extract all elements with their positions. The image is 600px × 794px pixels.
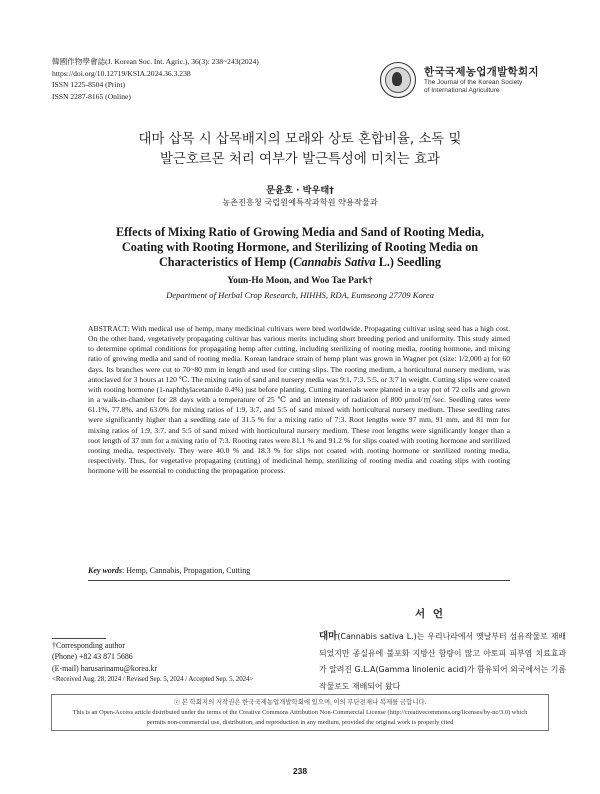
corresponding-author-footnote	[52, 640, 302, 686]
copyright-notice: ⓒ 본 학회지의 저작권은 한국국제농업개발학회에 있으며, 이의 무단전재나 복제를 금합니다.	[173, 699, 427, 706]
issn-online: ISSN 2287-8165 (Online)	[52, 91, 131, 101]
affiliation-korean: 농촌진흥청 국립원예특작과학원 약용작물과	[222, 197, 378, 207]
corresponding-label: †Corresponding author	[52, 641, 125, 650]
society-seal-icon	[380, 62, 416, 98]
society-logo-block	[380, 62, 550, 102]
species-name: Cannabis Sativa	[293, 255, 376, 269]
doi-link[interactable]: https://doi.org/10.12719/KSIA.2024.36.3.238	[52, 68, 191, 78]
title-korean: 대마 삽목 시 삽목배지의 모래와 상토 혼합비율, 소독 및 발근호르몬 처리 여부가 발근특성에 미치는 효과	[138, 132, 462, 167]
intro-dropcap: 대마	[319, 631, 338, 642]
email-address[interactable]: (E-mail) harusarinamu@korea.kr	[52, 663, 157, 673]
affiliation-english: Department of Herbal Crop Research, HIHHS, RDA, Eumseong 27709 Korea	[166, 290, 434, 300]
footnote-divider	[52, 638, 106, 639]
society-name-ko: 한국국제농업개발학회지	[424, 66, 539, 78]
issn-print: ISSN 1225-8504 (Print)	[52, 80, 125, 90]
society-name-en: The Journal of the Korean Society of International Agriculture	[424, 79, 523, 94]
keywords-label: Key words	[88, 566, 122, 575]
authors-korean: 문윤호 · 박우태†	[266, 185, 334, 196]
received-dates: <Received Aug. 28, 2024 / Revised Sep. 5, 2024 / Accepted Sep. 5, 2024>	[52, 675, 254, 684]
section-heading-introduction: 서 언	[415, 608, 445, 620]
abstract: ABSTRACT: With medical use of hemp, many medicinal cultivars were bred worldwide. Propagating cultivar using seed has a high cost. On the other hand, vegetatively propagating cultivar has various merits including short breeding period and uniformity. This study aimed to determine optimal conditions for propagating hemp after cutting, including sterilizing of rooting media, rooting hormone, and mixing ratio of growing media and sand of rooting media. Korean landrace strain of hemp plant was grown in Wagner pot (size: 1/2,000 a) for 60 days. Its branches were cut to 70~80 mm in length and used for cutting slips. The rooting medium, a horticultural nursery medium, was autoclaved for 3 hours at 120 ℃. The mixing ratio of sand and nursery media was 9:1, 7:3, 5:5, or 3:7 in weight. Cutting slips were coated with rooting hormone (1-naphthylacetamide 0.4%) just before planting. Cutting materials were planted in a tray pot of 72 cells and grown in a walk-in-chamber for 28 days with a temperature of 25 ℃ and an intensity of radiation of 800 μmol/㎡/sec. Seedling rates were 61.1%, 77.8%, and 63.0% for mixing ratios of 1:9, 3:7, and 5:5 of sand mixed with horticultural nursery medium. These seedling rates were significantly higher than a seedling rate of 31.5 % for a mixing ratio of 7:3. Root lengths were 97 mm, 91 mm, and 81 mm for mixing ratios of 1:9, 3:7, and 5:5 of sand mixed with horticultural nursery medium. These root lengths were significantly longer than a root length of 37 mm for a mixing ratio of 7:3. Rooting rates were 81.1 % and 91.2 % for slips coated with rooting hormone and sterilized rooting media, respectively. They were 40.0 % and 18.3 % for slips not coated with rooting hormone or sterilized rooting media, respectively. Thus, for vegetative propagating (cutting) of medicinal hemp, sterilizing of rooting media and coating slips with rooting hormone will be essential to conducting the propagation process.	[88, 324, 510, 476]
open-access-notice: This is an Open-Access article distributed under the terms of the Creative Commons Attribution Non-Commercial License (http://creativecommons.org/licenses/by-nc/3.0) which	[72, 709, 528, 716]
license-terms: permits non-commercial use, distribution, and reproduction in any medium, provided the original work is properly cited	[146, 719, 454, 726]
journal-citation: 韓國作物學會誌(J. Korean Soc. Int. Agric.), 36(3): 238~243(2024)	[52, 57, 259, 66]
abstract-divider	[88, 580, 510, 581]
license-text	[52, 698, 548, 728]
phone-number: (Phone) +82 43 871 5686	[52, 652, 133, 662]
keywords	[88, 566, 510, 576]
introduction-text: 대마(Cannabis sativa L.)는 우리나라에서 옛날부터 섬유작물로 재배되었지만 종실유에 불포화 지방산 함량이 많고 아토피 피부염 치료효과가 알려진 G.L.A(Gamma linolenic acid)가 함유되어 외국에서는 기름작물로도 재배되어 왔다	[319, 631, 566, 691]
journal-info	[52, 56, 259, 102]
page-number: 238	[292, 766, 308, 776]
title-english: Effects of Mixing Ratio of Growing Media and Sand of Rooting Media, Coating with Rooting Hormone, and Sterilizing of Rooting Media on Characteristics of Hemp (Cannabis Sativa L.) Seedling	[115, 225, 485, 269]
page-header	[52, 56, 550, 108]
authors-english: Youn-Ho Moon, and Woo Tae Park†	[227, 276, 373, 286]
keywords-list: : Hemp, Cannabis, Propagation, Cutting	[122, 566, 251, 575]
